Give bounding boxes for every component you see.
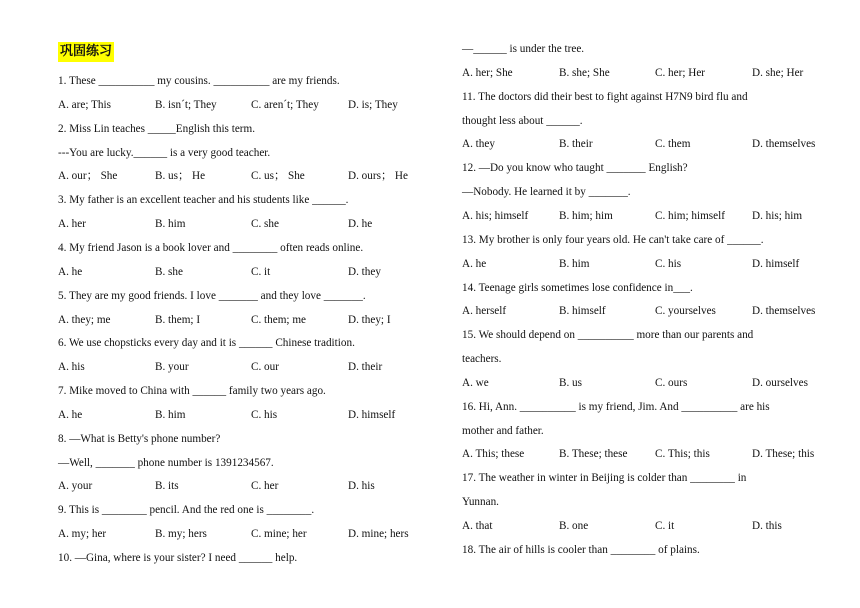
answer-option: D. ours； He xyxy=(348,170,408,183)
answer-option: C. our xyxy=(251,361,279,374)
question-line: 4. My friend Jason is a book lover and ________ often reads online. xyxy=(58,241,364,254)
question-line: 16. Hi, Ann. __________ is my friend, Jim. And __________ are his xyxy=(462,400,770,413)
question-line: —Well, _______ phone number is 1391234567. xyxy=(58,456,274,469)
answer-option: B. she; She xyxy=(559,66,610,79)
answer-options xyxy=(58,265,418,279)
answer-option: B. us xyxy=(559,376,583,389)
answer-option: B. These; these xyxy=(559,448,628,461)
answer-option: B. us； He xyxy=(155,170,206,183)
answer-option: B. him xyxy=(559,257,590,270)
answer-option: C. them; me xyxy=(251,313,306,326)
answer-option: A. his xyxy=(58,361,85,374)
question-line: —Nobody. He learned it by _______. xyxy=(462,186,631,199)
answer-option: A. we xyxy=(462,376,489,389)
answer-option: C. it xyxy=(251,265,271,278)
answer-option: D. they; I xyxy=(348,313,391,326)
answer-options xyxy=(462,376,832,390)
answer-option: C. them xyxy=(655,138,691,151)
answer-option: D. themselves xyxy=(752,305,816,318)
question-line: 2. Miss Lin teaches _____English this term. xyxy=(58,122,256,135)
question-line: 8. —What is Betty's phone number? xyxy=(58,432,221,445)
answer-options xyxy=(58,479,418,493)
answer-option: C. she xyxy=(251,218,279,231)
question-line: 12. —Do you know who taught _______ English? xyxy=(462,162,688,175)
answer-option: D. this xyxy=(752,520,782,532)
answer-option: C. yourselves xyxy=(655,305,716,318)
answer-option: D. is; They xyxy=(348,98,398,111)
answer-option: D. These; this xyxy=(752,448,815,461)
answer-option: B. your xyxy=(155,361,189,374)
answer-option: A. that xyxy=(462,520,493,532)
question-line: 1. These __________ my cousins. __________ are my friends. xyxy=(58,75,340,87)
question-line: Yunnan. xyxy=(462,496,499,509)
answer-option: D. their xyxy=(348,361,383,374)
question-line: 7. Mike moved to China with ______ family two years ago. xyxy=(58,385,326,398)
answer-option: B. its xyxy=(155,480,179,493)
question-line: 3. My father is an excellent teacher and his students like ______. xyxy=(58,194,349,207)
question-line: 9. This is ________ pencil. And the red one is ________. xyxy=(58,504,315,517)
question-line: 18. The air of hills is cooler than ________ of plains. xyxy=(462,543,700,556)
answer-option: D. himself xyxy=(752,257,800,270)
answer-options xyxy=(58,98,418,112)
answer-option: D. they xyxy=(348,265,381,278)
answer-option: D. she; Her xyxy=(752,66,804,79)
answer-option: D. his; him xyxy=(752,209,803,222)
section-title: 巩固练习 xyxy=(58,42,114,62)
answer-option: C. ours xyxy=(655,376,688,389)
answer-option: A. he xyxy=(462,257,487,270)
answer-options xyxy=(462,304,832,318)
answer-option: A. are; This xyxy=(58,98,111,111)
answer-option: A. he xyxy=(58,408,83,421)
question-line: teachers. xyxy=(462,353,502,366)
answer-option: B. him xyxy=(155,408,186,421)
answer-option: B. him xyxy=(155,218,186,231)
question-line: 5. They are my good friends. I love _______ and they love _______. xyxy=(58,289,366,302)
answer-option: C. aren´t; They xyxy=(251,98,319,111)
answer-option: B. their xyxy=(559,138,593,151)
question-line: —______ is under the tree. xyxy=(462,43,585,55)
question-line: thought less about ______. xyxy=(462,114,583,127)
answer-option: C. This; this xyxy=(655,448,710,461)
answer-options xyxy=(462,137,832,151)
answer-options xyxy=(462,447,832,461)
question-line: 15. We should depend on __________ more than our parents and xyxy=(462,329,754,342)
answer-option: A. my; her xyxy=(58,528,107,541)
answer-option: B. one xyxy=(559,520,589,532)
answer-options xyxy=(58,360,418,374)
answer-option: D. his xyxy=(348,480,375,493)
answer-option: A. your xyxy=(58,480,93,493)
answer-options xyxy=(462,257,832,271)
question-line: 11. The doctors did their best to fight against H7N9 bird flu and xyxy=(462,90,748,103)
question-line: 14. Teenage girls sometimes lose confidence in___. xyxy=(462,281,693,294)
answer-options xyxy=(58,217,418,231)
answer-option: C. him; himself xyxy=(655,209,725,222)
answer-option: B. my; hers xyxy=(155,528,207,541)
answer-option: C. us； She xyxy=(251,170,305,183)
question-line: mother and father. xyxy=(462,424,544,437)
answer-options xyxy=(58,313,418,327)
answer-option: D. he xyxy=(348,218,373,231)
answer-options xyxy=(58,408,418,422)
answer-options xyxy=(462,209,832,223)
answer-option: A. our； She xyxy=(58,170,118,183)
answer-option: A. This; these xyxy=(462,448,525,461)
answer-option: D. mine; hers xyxy=(348,528,409,541)
answer-option: C. mine; her xyxy=(251,528,307,541)
answer-options xyxy=(58,527,418,541)
answer-option: A. he xyxy=(58,265,83,278)
answer-option: C. his xyxy=(655,257,682,270)
answer-option: A. her; She xyxy=(462,66,513,79)
answer-option: B. them; I xyxy=(155,313,201,326)
question-line: 13. My brother is only four years old. He can't take care of ______. xyxy=(462,233,764,246)
question-line: 17. The weather in winter in Beijing is colder than ________ in xyxy=(462,472,747,485)
answer-option: B. himself xyxy=(559,305,606,318)
answer-option: A. they xyxy=(462,138,495,151)
answer-option: D. ourselves xyxy=(752,376,808,389)
answer-option: A. her xyxy=(58,218,86,231)
answer-option: C. her; Her xyxy=(655,66,706,79)
question-line: ---You are lucky.______ is a very good teacher. xyxy=(58,146,271,159)
answer-option: C. his xyxy=(251,408,278,421)
answer-option: C. her xyxy=(251,480,279,493)
answer-option: D. himself xyxy=(348,408,396,421)
question-line: 6. We use chopsticks every day and it is ______ Chinese tradition. xyxy=(58,337,355,350)
answer-option: B. isn´t; They xyxy=(155,98,217,111)
answer-option: A. herself xyxy=(462,305,507,318)
answer-option: A. they; me xyxy=(58,313,111,326)
answer-options xyxy=(58,169,418,183)
answer-option: A. his; himself xyxy=(462,209,529,222)
answer-option: D. themselves xyxy=(752,138,816,151)
answer-option: B. him; him xyxy=(559,209,613,222)
answer-options xyxy=(462,66,832,80)
answer-option: B. she xyxy=(155,265,183,278)
answer-options xyxy=(462,519,832,533)
answer-option: C. it xyxy=(655,520,675,532)
question-line: 10. —Gina, where is your sister? I need ______ help. xyxy=(58,552,298,564)
